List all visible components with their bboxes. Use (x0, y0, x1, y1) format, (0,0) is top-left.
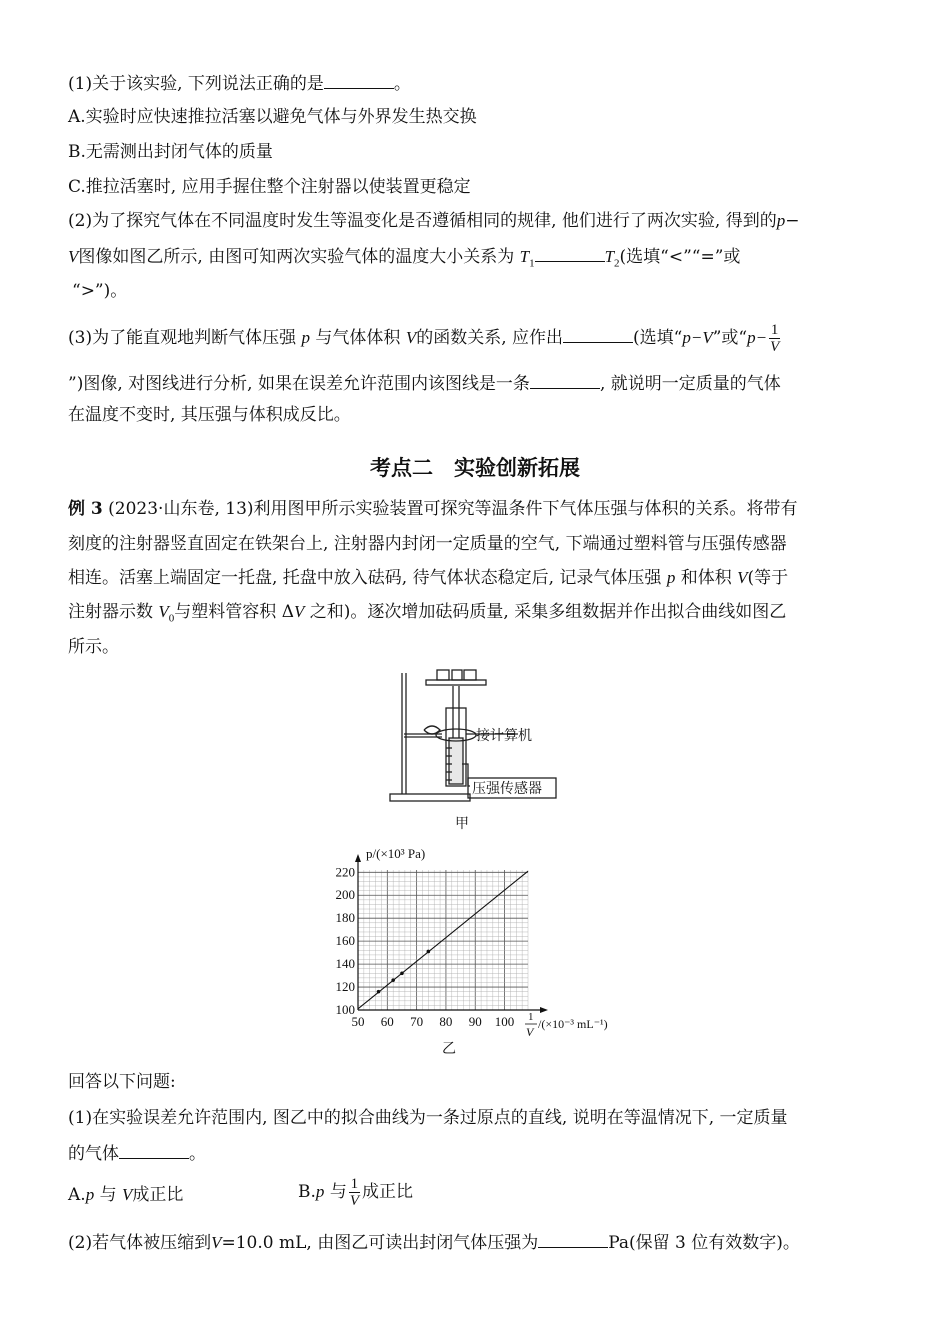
a2-text-a: (2)若气体被压缩到 (68, 1233, 212, 1253)
y-tick-label: 180 (335, 910, 355, 926)
ex3-text-4a: 注射器示数 (68, 602, 153, 622)
q3-p-minus: p− (747, 328, 768, 347)
a-opt-a-v: V (122, 1185, 133, 1204)
q2-text-1: (2)为了探究气体在不同温度时发生等温变化是否遵循相同的规律, 他们进行了两次实验, 得到的 (68, 211, 777, 231)
ex3-label: 例 3 (68, 499, 103, 519)
chart-ticks (336, 864, 515, 1029)
a-opt-b-end: 成正比 (361, 1182, 413, 1202)
ex3-line-5: 所示。 (68, 637, 119, 657)
a2-text-c: Pa(保留 3 位有效数字)。 (608, 1233, 800, 1253)
a-opt-a-p: p (85, 1185, 95, 1204)
q3-text-e: ”或“ (712, 328, 748, 348)
ex3-text-4c: 之和)。逐次增加砝码质量, 采集多组数据并作出拟合曲线如图乙 (309, 602, 787, 622)
answer-option-b[interactable] (298, 1176, 413, 1209)
q2-t1: T (519, 247, 530, 266)
a1-blank[interactable] (119, 1140, 189, 1159)
x-axis-label-den: V (526, 1025, 534, 1039)
q2-blank[interactable] (535, 243, 605, 262)
y-tick-label: 100 (335, 1002, 355, 1017)
ex3-line-4 (68, 600, 786, 630)
q1-suffix: 。 (393, 74, 411, 94)
ex3-line-2: 刻度的注射器竖直固定在铁架台上, 注射器内封闭一定质量的空气, 下端通过塑料管与压强传感器 (68, 534, 787, 554)
y-tick-label: 140 (335, 956, 355, 972)
y-tick-label: 160 (335, 933, 355, 949)
q3-text-b: 与气体体积 (315, 328, 401, 348)
ex3-var-p: p (666, 568, 676, 587)
q2-text-2-end: (选填“<”“=”或 (619, 247, 741, 267)
answer-option-a[interactable] (68, 1183, 183, 1207)
q3-text-d: (选填“ (633, 328, 683, 348)
ex3-text-3c: (等于 (747, 568, 789, 588)
a1-text-2b: 。 (189, 1144, 206, 1164)
ex3-var-dv: V (293, 602, 305, 621)
a2-blank[interactable] (538, 1229, 608, 1248)
q3-blank-1[interactable] (563, 324, 633, 343)
q3-var-p: p (301, 328, 310, 347)
data-point (377, 990, 381, 994)
ex3-text-4b: 与塑料管容积 Δ (174, 602, 294, 622)
option-c[interactable]: C.推拉活塞时, 应用手握住整个注射器以使装置更稳定 (68, 177, 471, 197)
ex3-text-3a: 相连。活塞上端固定一托盘, 托盘中放入砝码, 待气体状态稳定后, 记录气体压强 (68, 568, 662, 588)
tray (426, 680, 486, 685)
x-tick-label: 80 (439, 1014, 453, 1029)
figure-yi-caption: 乙 (442, 1042, 456, 1057)
q3-text-c: 的函数关系, 应作出 (416, 328, 564, 348)
ex3-text-3b: 和体积 (680, 568, 732, 588)
q2-t1-sub: 1 (529, 257, 535, 270)
q2-line-2 (68, 243, 740, 275)
q3-fraction (768, 322, 781, 355)
q1-text: (1)关于该实验, 下列说法正确的是 (68, 74, 324, 94)
q3-line-1 (68, 322, 782, 355)
fraction-denominator: V (349, 1193, 359, 1209)
x-tick-label: 50 (351, 1014, 365, 1029)
weight (437, 670, 449, 680)
a-opt-a-label: A. (68, 1185, 86, 1205)
a1-line-1: (1)在实验误差允许范围内, 图乙中的拟合曲线为一条过原点的直线, 说明在等温情况下, 一定质量 (68, 1108, 788, 1128)
fit-line (358, 871, 528, 1009)
q2-t2-sub: 2 (614, 257, 620, 270)
ex3-text-1: (2023·山东卷, 13)利用图甲所示实验装置可探究等温条件下气体压强与体积的关系。将带有 (108, 499, 798, 519)
q2-text-2: 图像如图乙所示, 由图可知两次实验气体的温度大小关系为 (78, 247, 515, 267)
y-axis-label: p/(×10³ Pa) (366, 846, 426, 861)
pv-chart (320, 840, 640, 1060)
option-b[interactable]: B.无需测出封闭气体的质量 (68, 142, 273, 162)
y-tick-label: 120 (335, 979, 355, 995)
a-opt-b-fraction (348, 1176, 361, 1209)
q3-pv: p−V (682, 328, 713, 347)
sensor-label: 压强传感器 (472, 782, 542, 797)
x-tick-label: 100 (494, 1014, 515, 1029)
data-point (391, 978, 395, 982)
a-opt-b-p: p (315, 1182, 325, 1201)
q2-line-1: (2)为了探究气体在不同温度时发生等温变化是否遵循相同的规律, 他们进行了两次实验, 得到的p− (68, 211, 800, 231)
a-opt-b-text: 与 (329, 1182, 347, 1202)
q3-var-v: V (405, 328, 417, 347)
chart-series (358, 871, 528, 1009)
a-opt-a-text: 与 (99, 1185, 117, 1205)
ex3-var-v0: V (158, 602, 169, 621)
q2-var-v: V (68, 247, 79, 266)
section-title: 考点二 实验创新拓展 (370, 456, 580, 480)
computer-label: 接计算机 (476, 729, 532, 744)
figure-jia-caption: 甲 (455, 817, 469, 832)
a1-text-2a: 的气体 (68, 1144, 119, 1164)
a2-var-v: V (211, 1233, 222, 1252)
y-tick-label: 220 (335, 864, 355, 880)
a2-text-b: =10.0 mL, 由图乙可读出封闭气体压强为 (221, 1233, 539, 1253)
a-opt-a-end: 成正比 (132, 1185, 184, 1205)
stand-base (390, 794, 470, 801)
apparatus-figure (380, 668, 580, 838)
q3-blank-2[interactable] (530, 370, 600, 389)
x-axis-label-num: 1 (528, 1011, 534, 1023)
x-axis-arrow (540, 1007, 548, 1013)
answer-intro: 回答以下问题: (68, 1072, 176, 1092)
fraction-denominator: V (770, 339, 780, 355)
q2-t2: T (604, 247, 615, 266)
q2-line-3: “>”)。 (72, 281, 128, 301)
ex3-line-1 (68, 497, 798, 521)
y-tick-label: 200 (335, 887, 355, 903)
ex3-var-v0-sub: 0 (168, 612, 175, 625)
q3-text-2b: , 就说明一定质量的气体 (599, 374, 781, 394)
a2-line (68, 1229, 800, 1255)
fraction-numerator: 1 (770, 322, 779, 338)
x-tick-label: 70 (410, 1014, 424, 1029)
y-axis-arrow (355, 854, 361, 862)
option-a[interactable]: A.实验时应快速推拉活塞以避免气体与外界发生热交换 (68, 107, 477, 127)
data-point (427, 950, 431, 954)
weight (464, 670, 476, 680)
weight (452, 670, 462, 680)
ex3-var-v: V (737, 568, 748, 587)
q3-line-3: 在温度不变时, 其压强与体积成反比。 (68, 405, 351, 425)
q2-var-p: p (776, 211, 786, 230)
a-opt-b-label: B. (298, 1182, 316, 1202)
q3-text-a: (3)为了能直观地判断气体压强 (68, 328, 297, 348)
q1-blank[interactable] (324, 70, 394, 89)
q3-line-2 (68, 370, 781, 396)
x-axis-label-unit: /(×10⁻³ mL⁻¹) (538, 1017, 608, 1031)
x-tick-label: 60 (380, 1014, 394, 1029)
q1-line (68, 70, 411, 96)
ex3-line-3 (68, 566, 788, 590)
q3-text-2a: ”)图像, 对图线进行分析, 如果在误差允许范围内该图线是一条 (68, 374, 530, 394)
fraction-numerator: 1 (350, 1176, 359, 1192)
data-point (400, 971, 404, 975)
x-tick-label: 90 (468, 1014, 482, 1029)
a1-line-2 (68, 1140, 206, 1166)
